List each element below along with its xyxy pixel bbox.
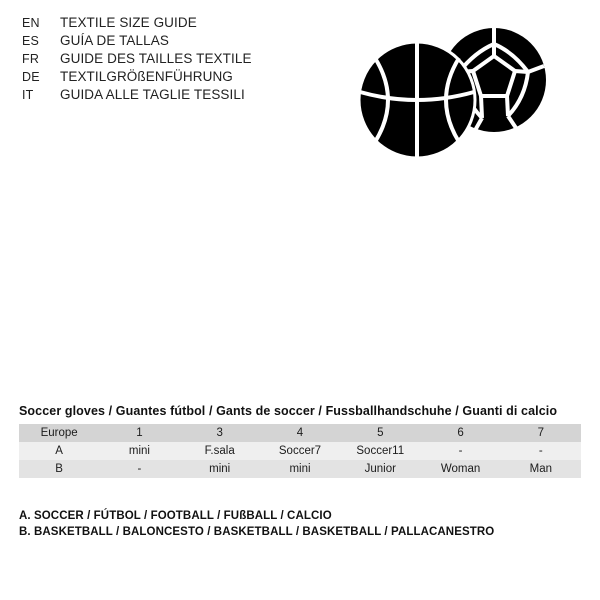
language-row-de (22, 68, 352, 86)
table-header-cell: 3 (180, 424, 260, 442)
table-cell: - (99, 460, 179, 478)
table-header-cell: 7 (501, 424, 581, 442)
footnote-b: B. BASKETBALL / BALONCESTO / BASKETBALL / BASKETBALL / PALLACANESTRO (19, 526, 495, 538)
table-cell: Soccer7 (260, 442, 340, 460)
table-row (19, 442, 581, 460)
table-cell: - (420, 442, 500, 460)
basketball-icon (359, 42, 475, 158)
table-cell: Soccer11 (340, 442, 420, 460)
balls-illustration (355, 22, 560, 167)
language-label: TEXTILGRÖßENFÜHRUNG (60, 69, 233, 84)
row-label: B (19, 460, 99, 478)
language-row-it (22, 86, 352, 104)
language-code: FR (22, 52, 40, 66)
row-label: A (19, 442, 99, 460)
table-row (19, 460, 581, 478)
language-code: ES (22, 34, 40, 48)
footnotes (19, 508, 579, 540)
table-cell: Woman (420, 460, 500, 478)
table-title: Soccer gloves / Guantes fútbol / Gants de soccer / Fussballhandschuhe / Guanti di calcio (19, 404, 558, 418)
table-cell: Junior (340, 460, 420, 478)
language-label: GUIDA ALLE TAGLIE TESSILI (60, 87, 245, 102)
size-table (19, 424, 581, 478)
language-code: IT (22, 88, 34, 102)
table-header-cell: Europe (19, 424, 99, 442)
language-row-en (22, 14, 352, 32)
language-label: GUIDE DES TAILLES TEXTILE (60, 51, 252, 66)
table-cell: mini (99, 442, 179, 460)
language-code: EN (22, 16, 40, 30)
language-row-fr (22, 50, 352, 68)
table-header-cell: 5 (340, 424, 420, 442)
table-header-cell: 6 (420, 424, 500, 442)
table-cell: F.sala (180, 442, 260, 460)
footnote-a: A. SOCCER / FÚTBOL / FOOTBALL / FUßBALL / CALCIO (19, 510, 332, 522)
language-label: GUÍA DE TALLAS (60, 33, 169, 48)
table-header-cell: 4 (260, 424, 340, 442)
table-cell: - (501, 442, 581, 460)
table-cell: mini (260, 460, 340, 478)
size-table-block (19, 404, 581, 478)
table-header-row (19, 424, 581, 442)
language-row-es (22, 32, 352, 50)
table-header-cell: 1 (99, 424, 179, 442)
table-cell: mini (180, 460, 260, 478)
language-list (22, 14, 352, 104)
table-cell: Man (501, 460, 581, 478)
language-label: TEXTILE SIZE GUIDE (60, 15, 197, 30)
language-code: DE (22, 70, 40, 84)
